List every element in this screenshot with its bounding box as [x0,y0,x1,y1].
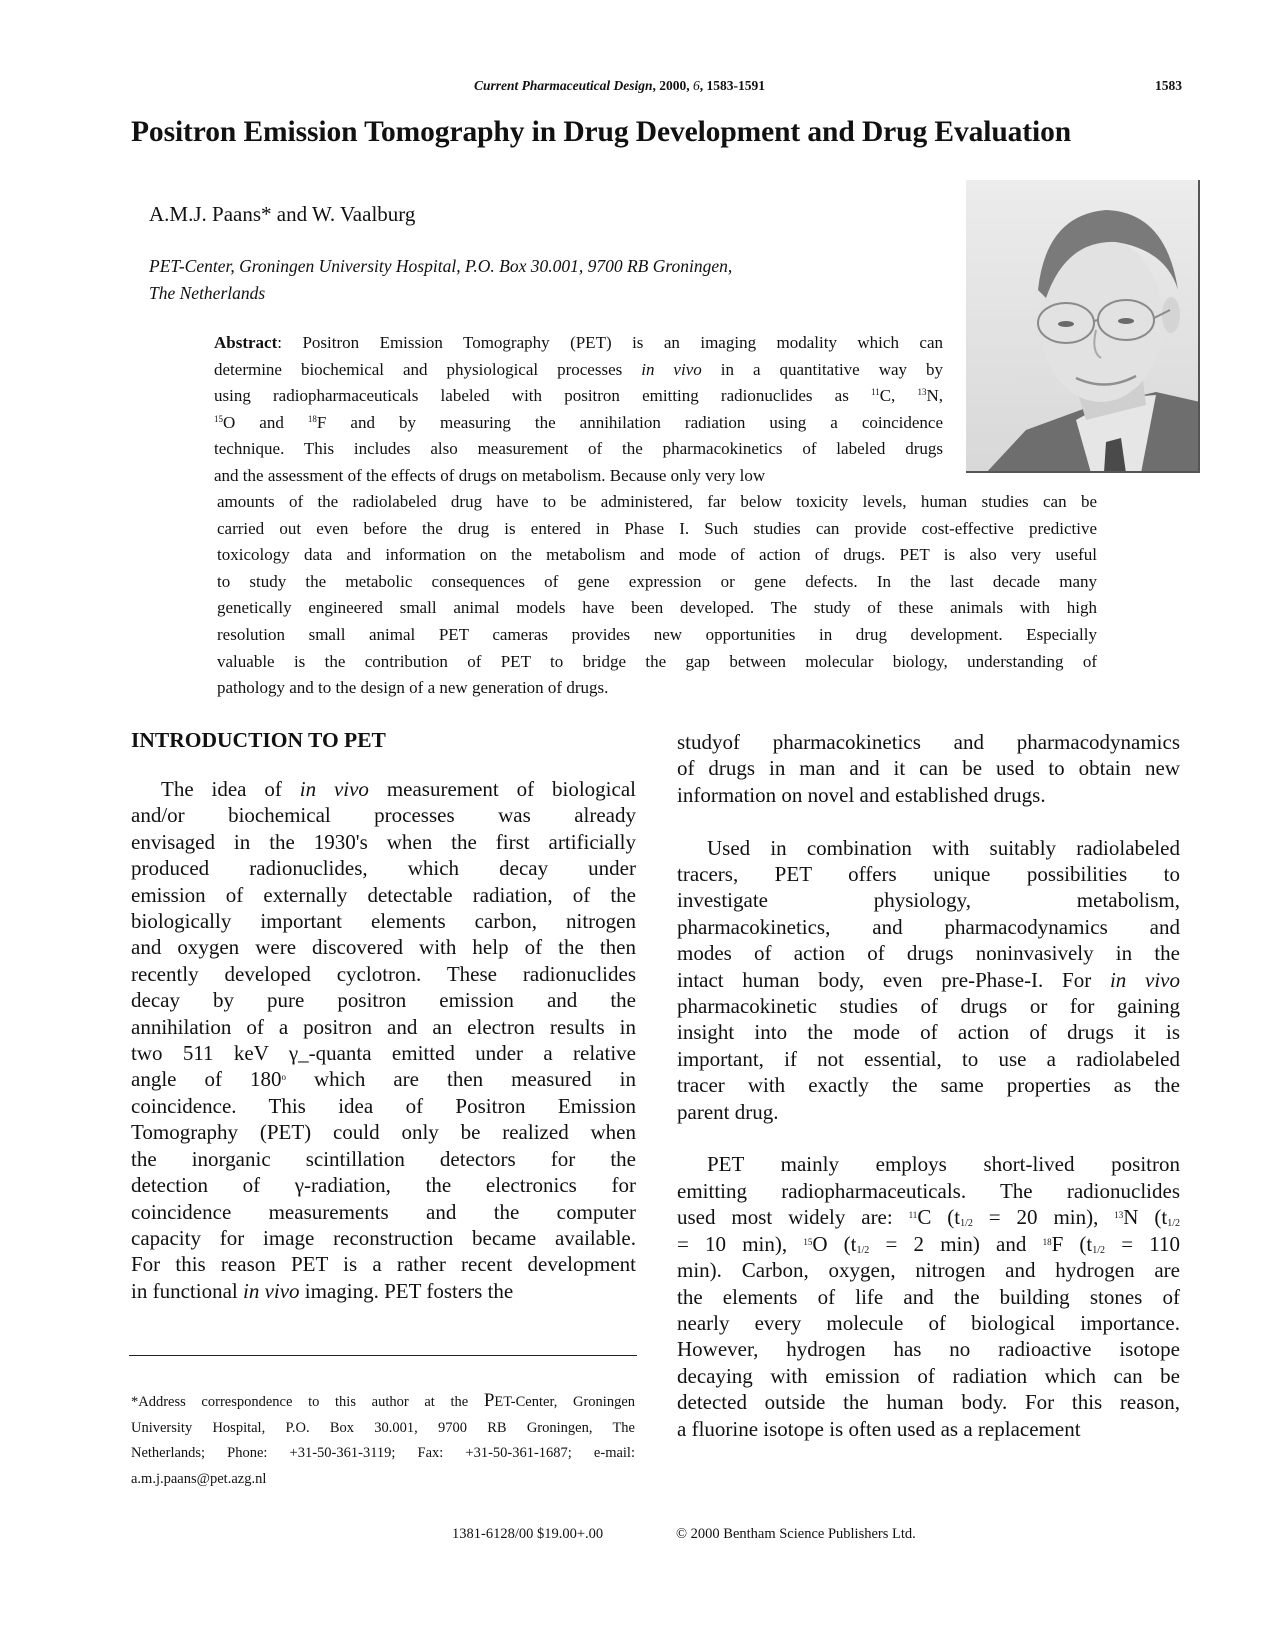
body-line: PET mainly employs short-lived positron [707,1152,1180,1177]
body-line: used most widely are: $^{11}$C ($t_{1/2} = 20$ min), $^{13}$N ($t_{1/2}$ [677,1205,1180,1230]
body-line: tracer with exactly the same properties as the [677,1073,1180,1098]
affiliation-line: The Netherlands [149,282,266,303]
right-column [677,729,1180,1442]
abstract-label: Abstract [214,333,278,352]
body-line: coincidence. This idea of Positron Emission [131,1093,636,1118]
body-line: and oxygen were discovered with help of the then [131,935,636,960]
abstract-line: and the assessment of the effects of drugs on metabolism. Because only very low [214,465,766,485]
body-line: studyof pharmacokinetics and pharmacodynamics [677,730,1180,754]
body-line: of drugs in man and it can be used to obtain new [677,756,1180,781]
body-line: angle of 180$^o$ which are then measured in [131,1067,636,1092]
body-line: detection of γ-radiation, the electronics for [131,1173,636,1198]
footnote-line: Netherlands; Phone: +31-50-361-3119; Fax: +31-50-361-1687; e-mail: [131,1445,635,1461]
body-line: Used in combination with suitably radiolabeled [707,835,1180,860]
journal-name: Current Pharmaceutical Design [474,78,653,93]
body-line: pharmacokinetic studies of drugs or for gaining [677,994,1180,1019]
footer-copyright: © 2000 Bentham Science Publishers Ltd. [676,1526,916,1542]
body-line: decay by pure positron emission and the [131,988,636,1013]
body-line: biologically important elements carbon, nitrogen [131,909,636,934]
footnote-line: University Hospital, P.O. Box 30.001, 9700 RB Groningen, The [131,1419,635,1436]
abstract-line: valuable is the contribution of PET to bridge the gap between molecular biology, understanding of [217,651,1097,671]
body-line: min). Carbon, oxygen, nitrogen and hydrogen are [677,1258,1180,1283]
section-heading: INTRODUCTION TO PET [131,728,386,752]
correspondence-footnote [131,1388,635,1492]
body-line: and/or biochemical processes was already [131,803,636,828]
abstract-line: determine biochemical and physiological processes in vivo in a quantitative way by [214,359,943,379]
abstract-line: toxicology data and information on the metabolism and mode of action of drugs. PET is also very useful [217,545,1097,565]
abstract [214,330,943,490]
affiliation-line: PET-Center, Groningen University Hospital, P.O. Box 30.001, 9700 RB Groningen, [149,256,733,276]
journal-volume: 6 [693,78,700,93]
abstract-line: amounts of the radiolabeled drug have to be administered, far below toxicity levels, human studies can be [217,492,1097,511]
body-line: nearly every molecule of biological importance. [677,1310,1180,1335]
body-line: capacity for image reconstruction became available. [131,1225,636,1250]
abstract-line: pathology and to the design of a new generation of drugs. [217,678,609,698]
body-line: coincidence measurements and the computer [131,1199,636,1224]
body-line: detected outside the human body. For this reason, [677,1390,1180,1415]
author-photo [966,180,1200,473]
body-line: insight into the mode of action of drugs it is [677,1020,1180,1045]
authors: A.M.J. Paans* and W. Vaalburg [149,202,416,226]
abstract-line: to study the metabolic consequences of gene expression or gene defects. In the last decade many [217,571,1097,591]
paper-title: Positron Emission Tomography in Drug Development and Drug Evaluation [131,116,1072,148]
journal-year: 2000 [659,78,687,93]
body-line: For this reason PET is a rather recent development [131,1252,636,1277]
body-line: the inorganic scintillation detectors for the [131,1146,636,1171]
body-line: parent drug. [677,1099,779,1124]
footnote-line: *Address correspondence to this author at the PET-Center, Groningen [131,1390,635,1411]
body-line: decaying with emission of radiation which can be [677,1363,1180,1388]
body-line: recently developed cyclotron. These radionuclides [131,961,636,986]
abstract-line: $^{15}$O and $^{18}$F and by measuring the annihilation radiation using a coincidence [214,412,943,432]
portrait-image [966,180,1200,473]
body-line: emitting radiopharmaceuticals. The radionuclides [677,1178,1180,1203]
body-line: Tomography (PET) could only be realized when [131,1120,636,1145]
body-line: emission of externally detectable radiation, of the [131,882,636,907]
abstract-line: resolution small animal PET cameras provides new opportunities in drug development. Especially [217,624,1097,644]
abstract-line: genetically engineered small animal models have been developed. The study of these animals with high [217,598,1097,618]
body-line: investigate physiology, metabolism, [677,888,1180,913]
journal-pages: 1583-1591 [706,78,766,93]
left-column [131,776,636,1304]
body-line: in functional in vivo imaging. PET fosters the [131,1278,514,1303]
body-line: annihilation of a positron and an electron results in [131,1014,636,1039]
body-line: pharmacokinetics, and pharmacodynamics and [677,914,1180,939]
body-line: intact human body, even pre-Phase-I. For in vivo [677,967,1180,992]
body-line: information on novel and established drugs. [677,782,1046,807]
body-line: important, if not essential, to use a radiolabeled [677,1046,1180,1071]
body-line: However, hydrogen has no radioactive isotope [677,1337,1180,1362]
abstract-continued [217,489,1097,702]
abstract-line: using radiopharmaceuticals labeled with positron emitting radionuclides as $^{11}$C, $^{13}$N, [214,386,943,406]
body-line: the elements of life and the building stones of [677,1284,1180,1309]
body-line: modes of action of drugs noninvasively in the [677,941,1180,966]
abstract-line: technique. This includes also measurement of the pharmacokinetics of labeled drugs [214,439,943,459]
running-head: Current Pharmaceutical Design, 2000, 6, 1583-1591 [474,78,766,93]
footnote-divider [129,1355,637,1356]
body-line: two 511 keV γ_-quanta emitted under a relative [131,1041,636,1066]
page-number: 1583 [1155,78,1182,93]
body-line: The idea of in vivo measurement of biological [161,777,636,801]
abstract-line: Abstract: Positron Emission Tomography (PET) is an imaging modality which can [214,333,943,352]
affiliation [149,253,869,306]
body-line: a fluorine isotope is often used as a replacement [677,1416,1081,1441]
body-line: tracers, PET offers unique possibilities to [677,862,1180,887]
footnote-email: a.m.j.paans@pet.azg.nl [131,1470,267,1487]
abstract-line: carried out even before the drug is entered in Phase I. Such studies can provide cost-effective predictive [217,518,1097,538]
body-line: envisaged in the 1930's when the first artificially [131,829,636,854]
footer-issn: 1381-6128/00 $19.00+.00 [452,1526,604,1542]
body-line: produced radionuclides, which decay under [131,856,636,881]
body-line: = 10 min), $^{15}$O ($t_{1/2} = 2$ min) and $^{18}$F ($t_{1/2} = 110$ [677,1231,1180,1256]
